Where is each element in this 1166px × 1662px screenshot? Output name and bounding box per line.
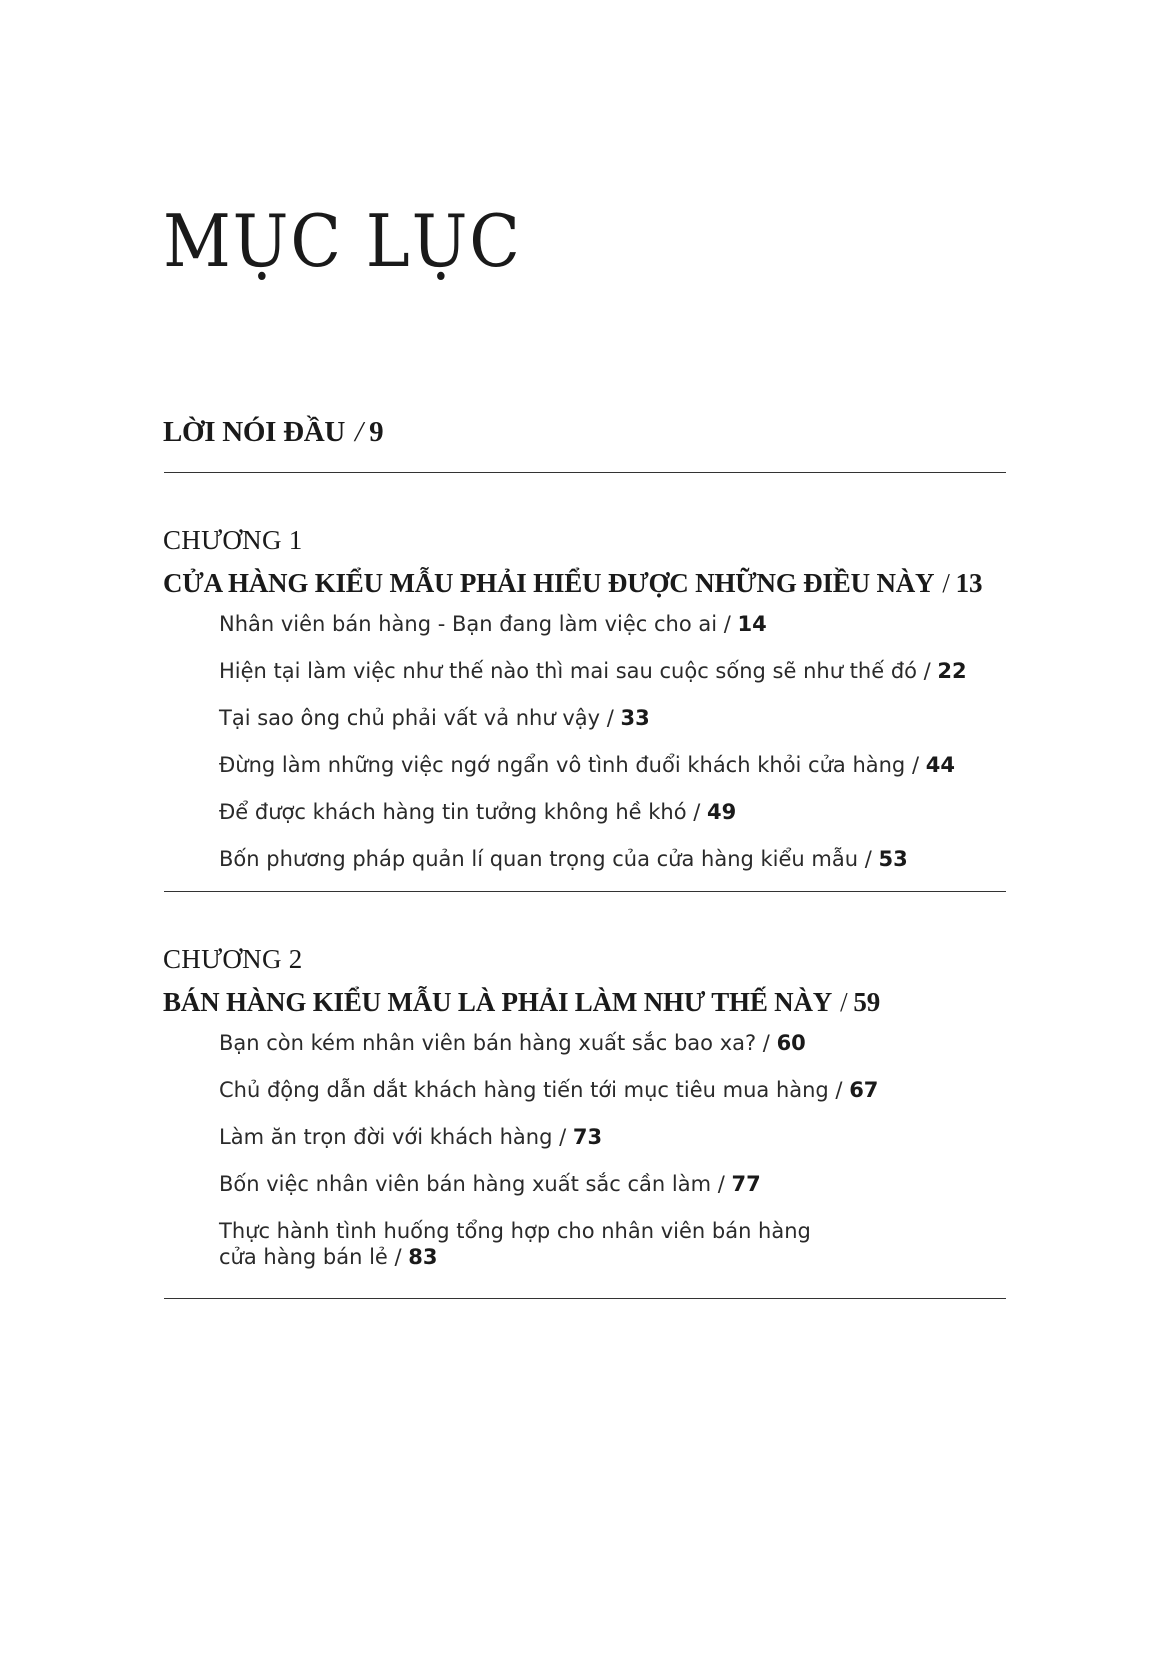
toc-entry[interactable] [219,1030,1043,1056]
toc-entry-title: Tại sao ông chủ phải vất vả như vậy / [219,705,621,730]
toc-entry-page: 14 [737,611,767,636]
preface-label: LỜI NÓI ĐẦU [163,416,345,448]
toc-entry-title: Hiện tại làm việc như thế nào thì mai sau cuộc sống sẽ như thế đó / [219,658,938,683]
chapter-title-text: CỬA HÀNG KIỂU MẪU PHẢI HIỂU ĐƯỢC NHỮNG ĐIỀU NÀY [163,568,935,598]
chapter-page-number: 13 [955,568,983,598]
toc-entry-page: 73 [572,1124,603,1149]
toc-entry-page: 83 [408,1244,438,1269]
chapter-label: CHƯƠNG 1 [163,525,303,555]
toc-entry-title: Chủ động dẫn dắt khách hàng tiến tới mục tiêu mua hàng / [219,1077,850,1102]
toc-entry[interactable] [219,1124,1043,1150]
toc-entry[interactable] [219,799,1043,825]
chapter-title-separator: / [840,987,848,1017]
divider [164,472,1006,473]
chapter-1 [163,527,1043,893]
toc-entry-title: Bạn còn kém nhân viên bán hàng xuất sắc bao xa? / [219,1030,777,1055]
chapter-2 [163,946,1043,1291]
chapter-title[interactable] [163,569,1043,599]
chapter-page-number: 59 [853,987,880,1017]
toc-entry-page: 77 [731,1171,761,1196]
toc-entry[interactable] [219,705,1043,731]
toc-entry[interactable] [219,1077,1043,1103]
preface-page-number: 9 [369,416,384,448]
toc-entry-title: Thực hành tình huống tổng hợp cho nhân viên bán hàng cửa hàng bán lẻ / [219,1218,811,1269]
preface-separator: / [355,416,364,448]
divider [164,891,1006,892]
toc-entry-page: 67 [849,1077,879,1102]
toc-entry-title: Bốn phương pháp quản lí quan trọng của cửa hàng kiểu mẫu / [219,846,879,871]
toc-entry[interactable] [219,846,1043,872]
toc-entry-title: Bốn việc nhân viên bán hàng xuất sắc cần làm / [219,1171,732,1196]
chapter-title-separator: / [942,568,950,598]
chapter-1-entries [163,611,1043,872]
chapter-title[interactable] [163,988,1043,1018]
toc-entry-page: 49 [706,799,737,824]
toc-entry[interactable] [219,658,1043,684]
toc-entry-title: Để được khách hàng tin tưởng không hề khó / [219,799,707,824]
toc-entry[interactable] [219,752,1043,778]
chapter-label: CHƯƠNG 2 [163,944,303,974]
toc-entry-title: Nhân viên bán hàng - Bạn đang làm việc cho ai / [219,611,738,636]
toc-entry-title: Đừng làm những việc ngớ ngẩn vô tình đuổi khách khỏi cửa hàng / [219,752,926,777]
toc-preface[interactable] [163,418,384,447]
toc-entry-page: 60 [776,1030,806,1055]
toc-entry-page: 53 [878,846,908,871]
divider [164,1298,1006,1299]
chapter-2-entries [163,1030,1043,1270]
toc-entry-title: Làm ăn trọn đời với khách hàng / [219,1124,573,1149]
toc-entry[interactable] [219,1171,1043,1197]
toc-entry-page: 44 [925,752,955,777]
page-title: MỤC LỤC [163,199,522,283]
toc-entry[interactable] [219,1218,839,1270]
toc-entry[interactable] [219,611,1043,637]
chapter-title-text: BÁN HÀNG KIỂU MẪU LÀ PHẢI LÀM NHƯ THẾ NÀY [163,987,833,1017]
toc-entry-page: 22 [937,658,967,683]
toc-entry-page: 33 [620,705,650,730]
